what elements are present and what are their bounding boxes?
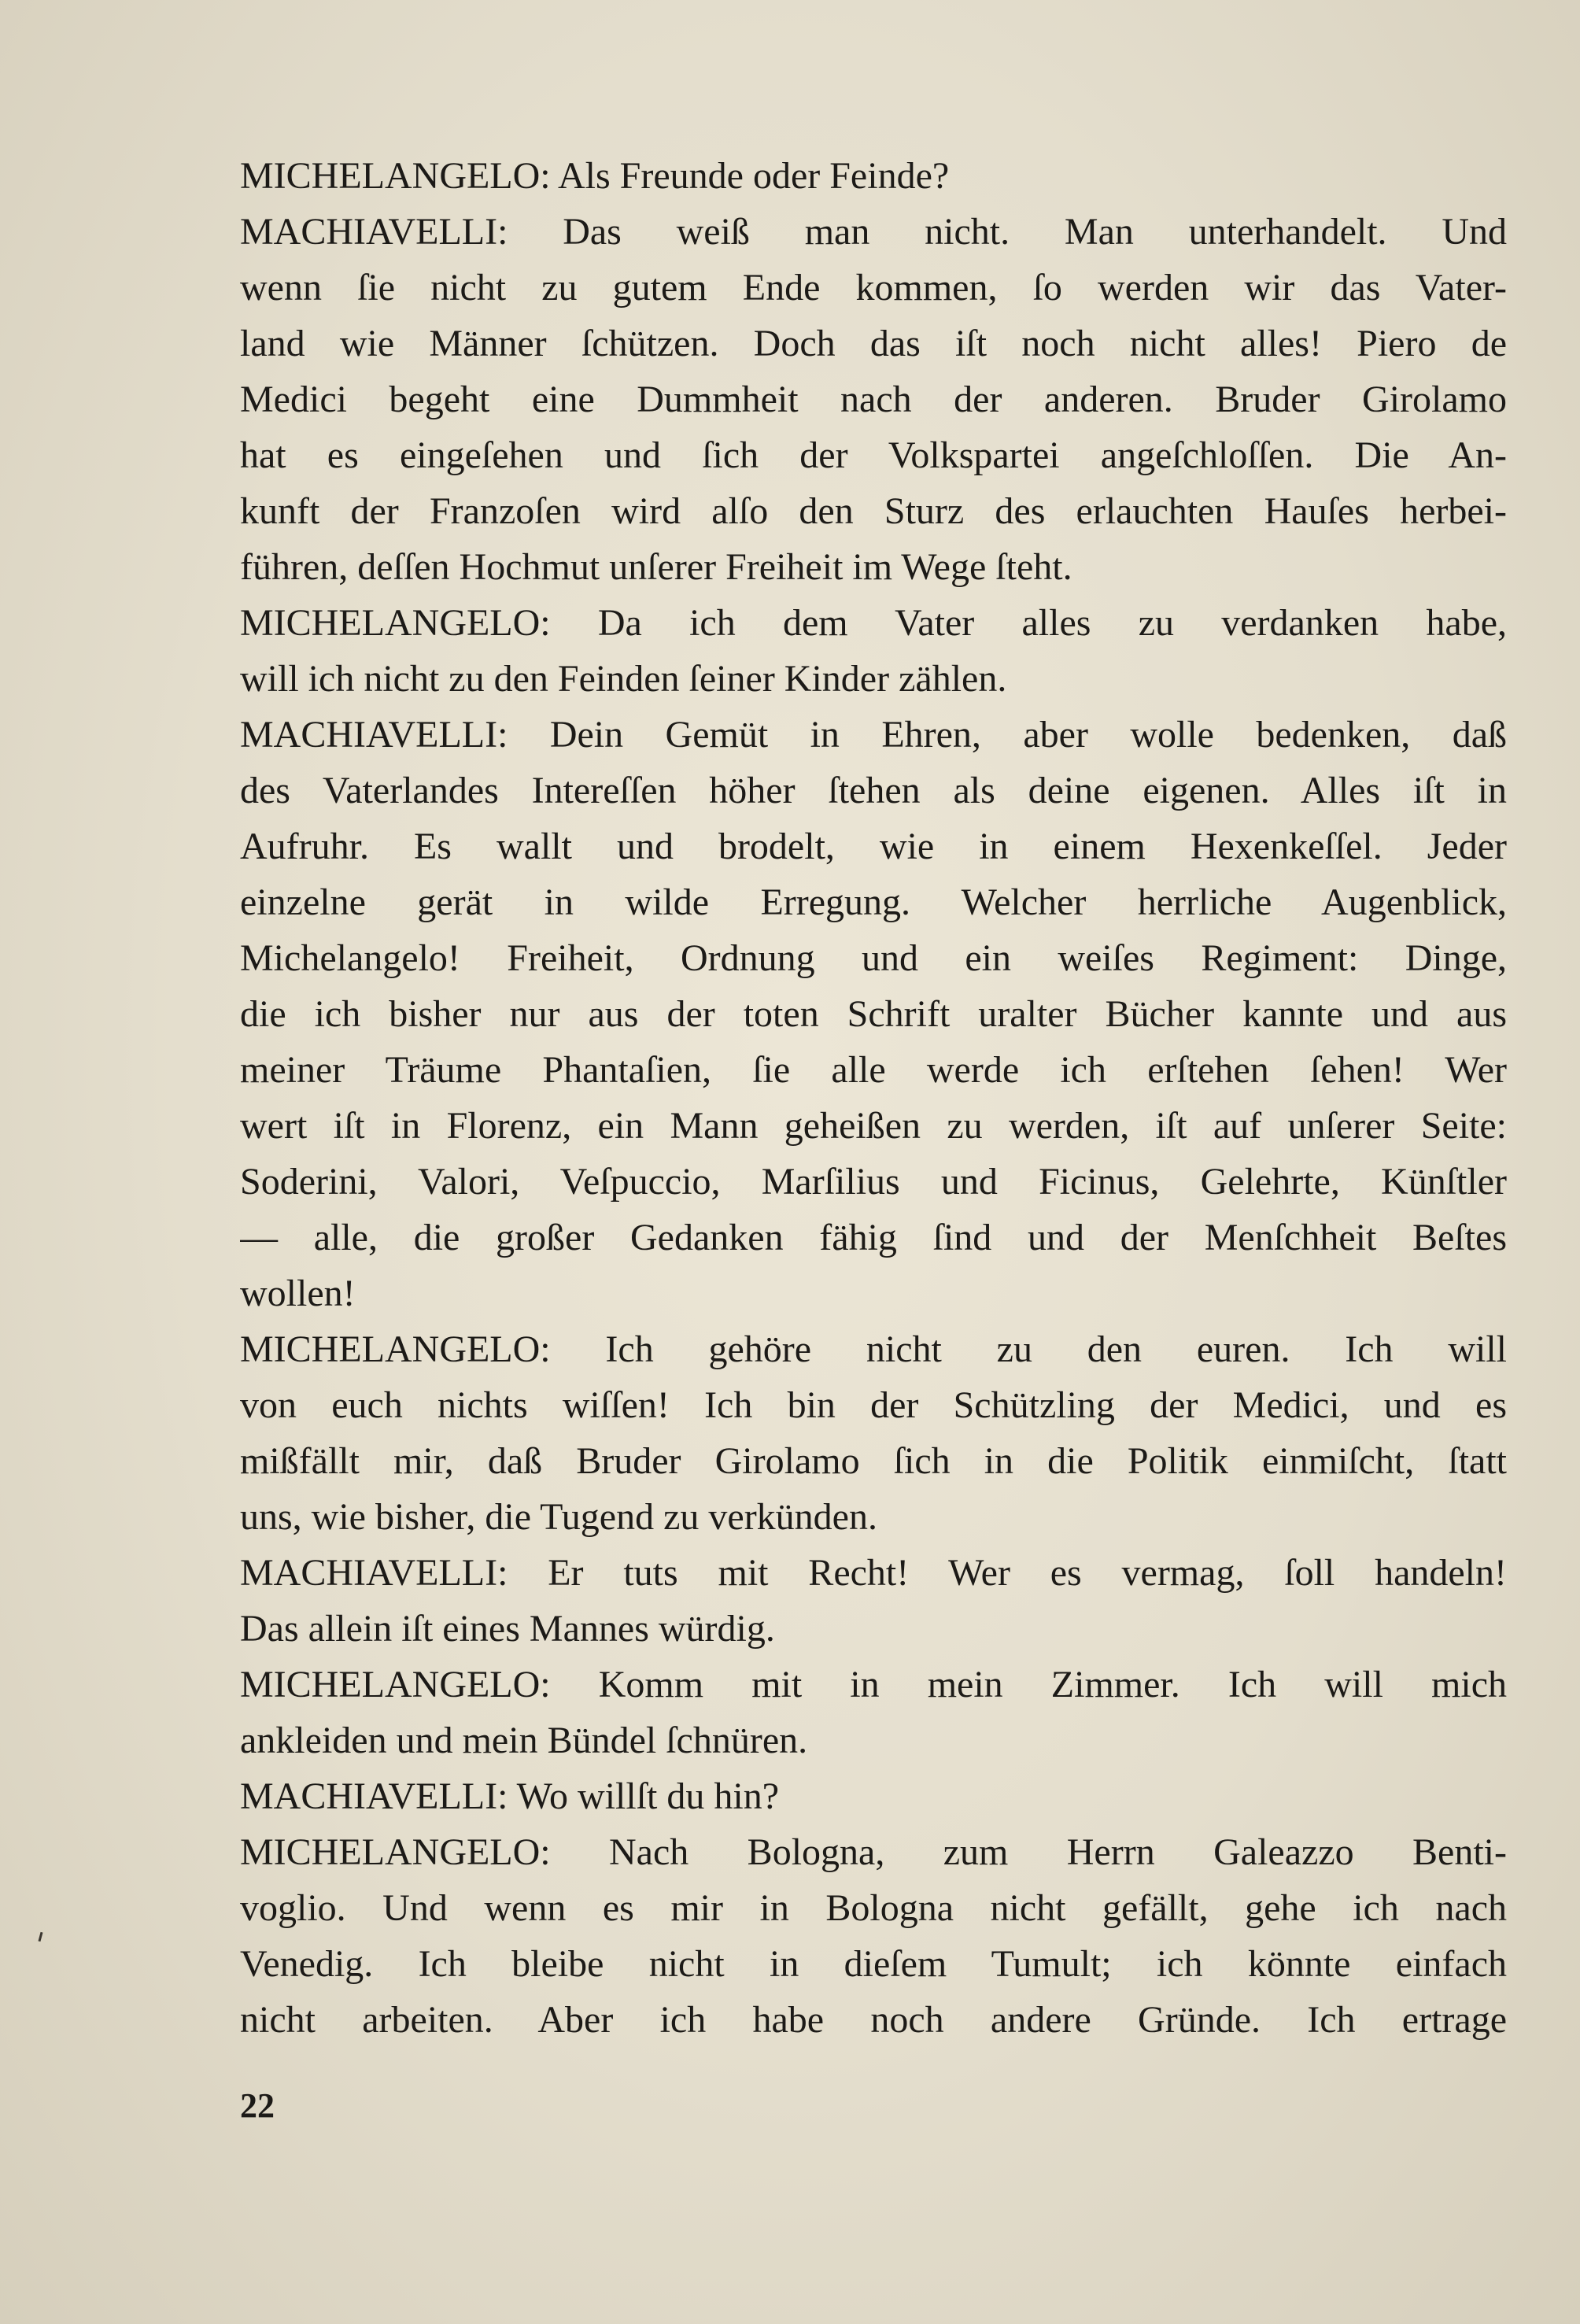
- text-line: von euch nichts wiſſen! Ich bin der Schützling der Medici, und es: [240, 1384, 1507, 1426]
- page-number: 22: [240, 2086, 275, 2125]
- text-line: Medici begeht eine Dummheit nach der anderen. Bruder Girolamo: [240, 379, 1507, 420]
- text-line: die ich bisher nur aus der toten Schrift uralter Bücher kannte und aus: [240, 993, 1507, 1035]
- text-line: einzelne gerät in wilde Erregung. Welcher herrliche Augenblick,: [240, 881, 1507, 923]
- text-line: Das allein iſt eines Mannes würdig.: [240, 1608, 775, 1650]
- text-line: Venedig. Ich bleibe nicht in dieſem Tumult; ich könnte einfach: [240, 1943, 1507, 1985]
- text-line: MICHELANGELO: Da ich dem Vater alles zu verdanken habe,: [240, 602, 1507, 644]
- text-line: voglio. Und wenn es mir in Bologna nicht gefällt, gehe ich nach: [240, 1887, 1507, 1929]
- text-line: MACHIAVELLI: Dein Gemüt in Ehren, aber wolle bedenken, daß: [240, 714, 1507, 756]
- text-line: will ich nicht zu den Feinden ſeiner Kinder zählen.: [240, 658, 1007, 700]
- text-line: des Vaterlandes Intereſſen höher ſtehen als deine eigenen. Alles iſt in: [240, 770, 1507, 811]
- text-line: führen, deſſen Hochmut unſerer Freiheit im Wege ſteht.: [240, 546, 1072, 588]
- text-line: uns, wie bisher, die Tugend zu verkünden.: [240, 1496, 877, 1538]
- text-line: meiner Träume Phantaſien, ſie alle werde ich erſtehen ſehen! Wer: [240, 1049, 1507, 1091]
- text-line: MACHIAVELLI: Wo willſt du hin?: [240, 1775, 780, 1817]
- text-line: land wie Männer ſchützen. Doch das iſt noch nicht alles! Piero de: [240, 323, 1507, 364]
- text-line: MICHELANGELO: Komm mit in mein Zimmer. Ich will mich: [240, 1664, 1507, 1705]
- paper-speck: [38, 1932, 42, 1942]
- text-line: nicht arbeiten. Aber ich habe noch andere Gründe. Ich ertrage: [240, 1999, 1507, 2041]
- text-line: MICHELANGELO: Ich gehöre nicht zu den euren. Ich will: [240, 1328, 1507, 1370]
- text-line: ankleiden und mein Bündel ſchnüren.: [240, 1720, 808, 1761]
- text-line: wollen!: [240, 1273, 356, 1314]
- text-line: Soderini, Valori, Veſpuccio, Marſilius und Ficinus, Gelehrte, Künſtler: [240, 1161, 1507, 1203]
- text-line: MACHIAVELLI: Das weiß man nicht. Man unterhandelt. Und: [240, 211, 1507, 253]
- text-line: Michelangelo! Freiheit, Ordnung und ein weiſes Regiment: Dinge,: [240, 937, 1507, 979]
- dialogue-text-block: [240, 148, 1507, 2048]
- text-line: MACHIAVELLI: Er tuts mit Recht! Wer es vermag, ſoll handeln!: [240, 1552, 1507, 1594]
- text-line: mißfällt mir, daß Bruder Girolamo ſich in die Politik einmiſcht, ſtatt: [240, 1440, 1507, 1482]
- text-line: wert iſt in Florenz, ein Mann geheißen zu werden, iſt auf unſerer Seite:: [240, 1105, 1507, 1147]
- text-line: MICHELANGELO: Als Freunde oder Feinde?: [240, 155, 950, 197]
- text-line: wenn ſie nicht zu gutem Ende kommen, ſo werden wir das Vater-: [240, 267, 1507, 309]
- text-line: — alle, die großer Gedanken fähig ſind und der Menſchheit Beſtes: [240, 1217, 1507, 1258]
- text-line: kunft der Franzoſen wird alſo den Sturz des erlauchten Hauſes herbei-: [240, 490, 1507, 532]
- text-line: hat es eingeſehen und ſich der Volkspartei angeſchloſſen. Die An-: [240, 434, 1507, 476]
- text-line: Aufruhr. Es wallt und brodelt, wie in einem Hexenkeſſel. Jeder: [240, 826, 1507, 867]
- text-line: MICHELANGELO: Nach Bologna, zum Herrn Galeazzo Benti-: [240, 1831, 1507, 1873]
